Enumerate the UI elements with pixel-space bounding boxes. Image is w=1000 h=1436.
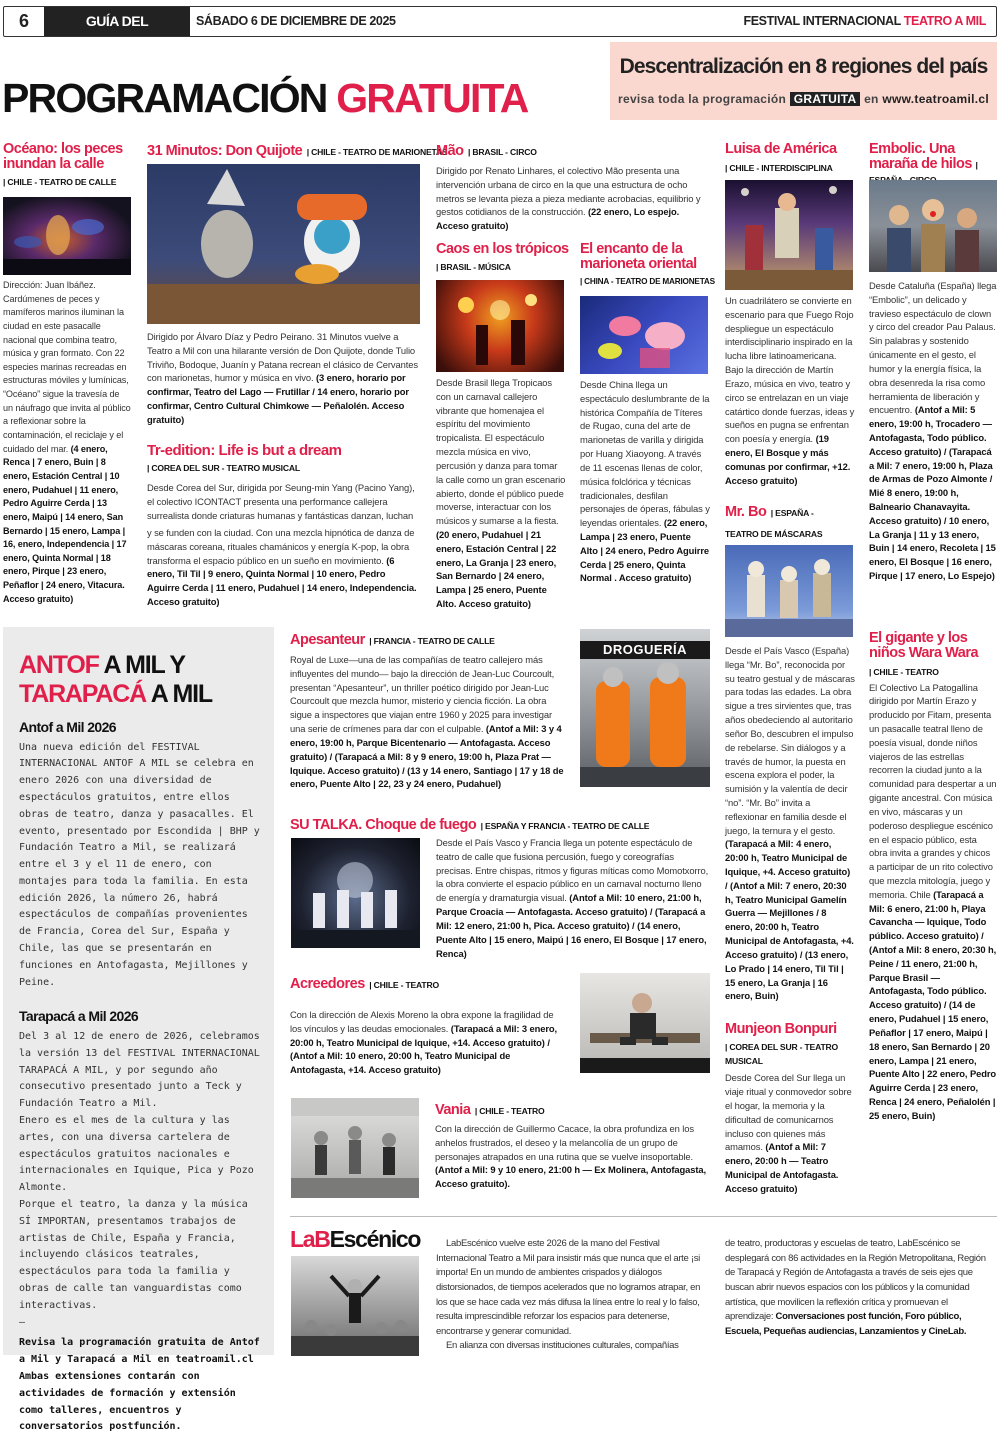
show-title: El gigante y los niños Wara Wara: [869, 630, 979, 661]
show-title: Océano: los peces inundan la calle: [3, 141, 123, 172]
show-luisa: [725, 142, 857, 502]
show-tag: | FRANCIA - TEATRO DE CALLE: [369, 636, 495, 646]
show-photo: [436, 280, 564, 372]
show-acreedores: [290, 975, 570, 1085]
show-tag: | ESPAÑA Y FRANCIA - TEATRO DE CALLE: [480, 821, 650, 831]
apesanteur-photo: [580, 629, 710, 787]
festival-brand: TEATRO A MIL: [903, 14, 986, 28]
labescenico-divider: [290, 1216, 997, 1217]
show-mao: [436, 142, 710, 234]
show-photo: [725, 545, 853, 637]
show-text: [290, 1008, 565, 1077]
show-description: Desde Brasil llega Tropicaos con un carnaval callejero vibrante que homenajea el espíritu del movimiento tropicalista. El espectáculo mezcla música en vivo, percusión y danza para tomar la calle como un gran escenario abierto, donde el público puede moverse, interactuar con los músicos y sumarse a la fiesta.: [436, 377, 566, 527]
show-tag: | ESPAÑA -: [770, 508, 814, 518]
show-dates: (22 enero, Lo espejo. Acceso gratuito): [436, 206, 680, 232]
show-text: [436, 164, 710, 233]
vania-photo: [291, 1098, 419, 1198]
show-title: SU TALKA. Choque de fuego: [290, 817, 477, 833]
show-description: Desde Corea del Sur llega un viaje ritual y conmovedor sobre el hogar, la memoria y la dificultad de comunicarnos incluso con quienes más amamos.: [725, 1072, 852, 1153]
show-title-text: Embolic. Una maraña de hilos: [869, 141, 972, 172]
regional-body: [19, 716, 264, 1436]
show-gigante: [869, 631, 999, 1151]
show-text: [147, 526, 420, 609]
show-dates: (Tarapacá a Mil: 4 enero, 20:00 h, Teatro Municipal de Iquique, +4. Acceso gratuito) / (Antof a Mil: 7 enero, 20:30 h, Teatro Municipal Gamelín Guerra — Mejillones / 8 enero, 20:00 h, Teatro Municipal de Antofagasta, +4. Acceso gratuito) / (13 enero, Lo Prado | 14 enero, Til Til | 15 enero, La Granja | 16 enero, Buin): [725, 838, 854, 1002]
show-title: El encanto de la marioneta oriental: [580, 241, 697, 272]
show-tag: | CHILE - TEATRO DE MARIONETAS: [306, 147, 448, 157]
show-photo: [3, 197, 131, 275]
show-tag: | CHILE - TEATRO: [869, 666, 939, 677]
tarapaca-text-2: Enero es el mes de la cultura y las artes, con una diversa cartelera de espectáculos gratuitos nacionales e internacionales en Iquique, Pica y Pozo Almonte.: [19, 1114, 254, 1194]
show-text: [869, 279, 997, 583]
show-intro: Desde Corea del Sur, dirigida por Seung-min Yang (Pacino Yang), el colectivo ICONTACT presenta una performance callejera surrealista donde criaturas humanas y fantásticas danzan, luchan: [147, 482, 415, 521]
storefront-sign: DROGUERÍA: [580, 641, 710, 659]
lab-text-3: de teatro, productoras y escuelas de teatro, LabEscénico se desplegará con 86 actividades en la Región Metropolitana, Región de Tarapacá y Región de Antofagasta a través de seis ejes que buscan abrir nuevos espacios con los públicos y la comunidad artística, que movilicen la reflexión crítica y promuevan el aprendizaje:: [725, 1238, 986, 1323]
show-tag: | BRASIL - CIRCO: [467, 147, 537, 157]
show-title: Vania: [435, 1102, 471, 1118]
show-dates: (Tarapacá a Mil: 6 enero, 21:00 h, Playa Cavancha — Iquique, Todo público. Acceso gratuito) / (Antof a Mil: 8 enero, 20:30 h, Peine / 11 enero, 21:00 h, Parque Brasil — Antofagasta, Todo público. Acceso gratuito) / (14 de enero, Pudahuel | 15 enero, Peñaflor | 17 enero, Maipú | 18 enero, San Bernardo | 20 enero, Lampa | 21 enero, Puente Alto | 22 enero, Pedro Aguirre Cerda | 23 enero, Renca | 24 enero, Peñalolén | 25 enero, Buin): [869, 888, 997, 1121]
show-mrbo: [725, 503, 857, 1018]
festival-prefix: FESTIVAL INTERNACIONAL: [743, 14, 901, 28]
show-description: Con la dirección de Guillermo Cacace, la obra profundiza en los anhelos frustrados, el deseo y la melancolía de un grupo de personajes atrapados en una rutina que se vuelve insoportable.: [435, 1123, 694, 1162]
show-photo: [147, 164, 420, 324]
show-vania: [435, 1101, 710, 1201]
show-text: [436, 376, 566, 611]
show-caos: [436, 242, 568, 619]
show-text: [725, 294, 855, 487]
labescenico-col2: [725, 1237, 997, 1339]
show-dates: (6 enero, Til Til | 9 enero, Quinta Normal | 10 enero, Pedro Aguirre Cerda | 11 enero, Pudahuel | 14 enero, Independencia. Acceso gratuito): [147, 554, 417, 608]
show-title: Acreedores: [290, 976, 365, 992]
show-text: [725, 644, 855, 1003]
show-heading: [436, 142, 710, 160]
title-amil-1: A MIL Y: [98, 651, 185, 679]
show-title: Mão: [436, 143, 464, 159]
show-dates: (3 enero, horario por confirmar, Teatro del Lago — Frutillar / 14 enero, horario por confirmar, Centro Cultural Chimkowe — Peñalolén. Acceso gratuito): [147, 372, 409, 425]
show-description: Dirección: Juan Ibáñez. Cardúmenes de peces y mamíferos marinos iluminan la ciudad en este pasacalle nacional que combina teatro, música y gran formato. Con 22 especies marinas recreadas en estructuras móviles y lumínicas, “Océano” sigue la travesía de un náufrago que invita al público a reflexionar sobre la contaminación, el reciclaje y el cuidado del mar.: [3, 280, 131, 454]
tarapaca-title: Tarapacá a Mil 2026: [19, 1008, 139, 1025]
promo-title: Descentralización en 8 regiones del país: [619, 55, 988, 78]
show-title: Tr-edition: Life is but a dream: [147, 442, 342, 459]
issue-date: SÁBADO 6 DE DICIEMBRE DE 2025: [196, 14, 396, 28]
show-description: Dirigido por Renato Linhares, el colectivo Mão presenta una intervención urbana de circo en la que una estructura de ocho metros se levanta pieza a pieza mediante acrobacias, equilibrio y gestos cotidianos de la construcción.: [436, 165, 701, 218]
show-heading: [147, 142, 448, 160]
show-text: [3, 279, 131, 606]
show-heading: [290, 975, 570, 993]
show-tag: | CHILE - TEATRO: [369, 980, 439, 990]
acreedores-photo: [580, 973, 710, 1073]
lab-text-2: En alianza con diversas instituciones culturales, compañías: [446, 1340, 679, 1352]
festival-name: [744, 7, 987, 36]
show-text: [869, 681, 997, 1123]
show-photo: [869, 180, 997, 272]
show-tag: | CHILE - INTERDISCIPLINA: [725, 162, 833, 173]
lab-title-part1: LaB: [290, 1226, 330, 1252]
show-description: Desde el País Vasco y Francia llega un potente espectáculo de teatro de calle que fusiona percusión, fuego y coreografías precisas. Entre chispas, ritmos y figuras míticas como Momotxorro, la obra convierte el espacio público en un carnaval nocturno lleno de energía y dramaturgia visual.: [436, 837, 709, 904]
show-embolic: [869, 142, 999, 622]
show-tag: | COREA DEL SUR - TEATRO MUSICAL: [725, 1041, 838, 1066]
headline-part2: GRATUITA: [336, 75, 528, 121]
show-text: [435, 1122, 710, 1191]
show-tag: | CHILE - TEATRO DE CALLE: [3, 176, 117, 187]
show-description: Desde China llega un espectáculo deslumbrante de la histórica Compañía de Títeres de Rugao, cuna del arte de marionetas de varilla y dirigida por Huang Xiaoyong. A través de 11 escenas llenas de color, música folclórica y técnicas tradicionales, desfilan personajes de óperas, fábulas y leyendas orientales.: [580, 379, 710, 529]
tarapaca-text-3: Porque el teatro, la danza y la música SÍ IMPORTAN, presentamos trabajos de artistas de Chile, España y Francia, incluyendo clásicos teatrales, espectáculos para toda la familia y obras de calle tan vanguardistas como interactivas.: [19, 1198, 248, 1311]
show-dates: (Antof a Mil: 5 enero, 19:00 h, Trocadero — Antofagasta, Todo público. Acceso gratuito) / (Tarapacá a Mil: 7 enero, 19:00 h, Plaza de Armas de Pozo Almonte / Mié 8 enero, 19:00 h, Balneario Chanavayita. Acceso gratuito) / 10 enero, La Granja | 11 y 13 enero, Buin | 14 enero, Recoleta | 15 enero, El Bosque | 16 enero, Pirque | 17 enero, Lo Espejo): [869, 404, 996, 582]
promo-subline: [610, 92, 997, 106]
lab-axes: Conversaciones post función, Foro público, Escuela, Pequeñas audiencias, Lanzamientos y CineLab.: [725, 1311, 967, 1337]
show-title: Mr. Bo: [725, 504, 767, 520]
regional-closing: Revisa la programación gratuita de Antof a Mil y Tarapacá a Mil en teatroamil.cl Ambas extensiones contarán con actividades de formación y extensión como talleres, encuentros y conversatorios postfunción.: [19, 1337, 260, 1433]
show-description: Un cuadrilátero se convierte en escenario para que Fuego Rojo despliegue un espectáculo interdisciplinario inspirado en la lucha libre latinoamericana. Bajo la dirección de Martín Erazo, música en vivo, teatro y circo se entrelazan en un viaje catártico donde fuerzas, ideas y sueños en pugna se enfrentan con poesía y energía.: [725, 295, 855, 445]
show-tag-line2: TEATRO DE MÁSCARAS: [725, 529, 823, 539]
show-description: Dirigido por Álvaro Díaz y Pedro Peirano. 31 Minutos vuelve a Teatro a Mil con una hilarante versión de Don Quijote, donde Tulio Triviño, Bodoque, Juanín y Patana recrean el clásico de Cervantes con marionetas, humor y música en vivo.: [147, 331, 418, 384]
show-oceano: [3, 142, 133, 617]
show-description: El Colectivo La Patogallina dirigido por Martín Erazo y producido por Fitam, presenta un pasacalle teatral lleno de poesía visual, donde niños viajeros de las estrellas recorren la ciudad junto a la comunidad para despertar a un gigante ancestral. Con música en vivo, máscaras y un poderoso despliegue escénico en el espacio público, esta obra invita a grandes y chicos a participar de un rito colectivo que mezcla mitología, juego y memoria. Chile: [869, 681, 997, 900]
headline-part1: PROGRAMACIÓN: [2, 75, 327, 121]
antof-text: Una nueva edición del FESTIVAL INTERNACIONAL ANTOF A MIL se celebra en enero 2026 con una diversidad de espectáculos gratuitos, entre ellos obras de teatro, danza y pasacalles. El evento, presentado por Escondida | BHP y Fundación Teatro a Mil, se realizará entre el 3 y el 11 de enero, con montajes para toda la familia. En esta edición 2026, la número 26, habrá espectáculos de compañías provenientes de Francia, Corea del Sur, España y Chile, las que se presentarán en funciones en Antofagasta, Mejillones y Peine.: [19, 741, 260, 988]
show-tag: | CHILE - TEATRO: [474, 1106, 545, 1116]
show-description: Desde el País Vasco (España) llega “Mr. Bo”, reconocida por su teatro gestual y de máscaras para todas las edades. La obra sigue a tres sirvientes que, tras años obedeciendo al autoritario señor Bo, descubren el impulso de rebelarse. Sin diálogos y a través de humor, la puesta en escena explora el poder, la sumisión y la valentía de decir “no”. “Mr. Bo” invita a reflexionar en familia desde el juego, la ternura y el gesto.: [725, 645, 855, 836]
show-description: y se funden con la ciudad. Con una mezcla hipnótica de danza de máscaras coreana, rituales chamánicos y energía K-pop, la obra transforma el espacio público en un sueño en movimiento.: [147, 527, 415, 566]
show-dates: (Antof a Mil: 10 enero, 21:00 h, Parque Croacia — Antofagasta. Acceso gratuito) / (Tarapacá a Mil: 12 enero, 21:00 h, Pica. Acceso gratuito) / (14 enero, Puente Alto | 15 enero, Maipú | 16 enero, El Bosque | 17 enero, Renca): [436, 892, 707, 959]
show-dates: (4 enero, Renca | 7 enero, Buin | 8 enero, Estación Central | 10 enero, Pudahuel | 11 enero, Pedro Aguirre Cerda | 13 enero, Maipú | 14 enero, San Bernardo | 15 enero, Lampa | 16, enero, Independencia | 17 enero, Quinta Normal | 18 enero, Pirque | 23 enero, Peñaflor | 24 enero, Vitacura. Acceso gratuito): [3, 443, 127, 604]
promo-mid: en: [864, 92, 879, 106]
promo-pre: revisa toda la programación: [618, 92, 787, 106]
antof-title: Antof a Mil 2026: [19, 719, 116, 735]
show-dates: (Antof a Mil: 9 y 10 enero, 21:00 h — Ex Molinera, Antofagasta, Acceso gratuito).: [435, 1164, 707, 1190]
separator-dash: –: [19, 1316, 26, 1328]
lab-text-1: LabEscénico vuelve este 2026 de la mano del Festival Internacional Teatro a Mil para insistir más que nunca que el arte ¡si importa! En un mundo de ambientes crispados y diálogos distorsionados, de tiempos acelerados que no logramos atrapar, en los que se hace cada vez más difusa la línea entre lo real y lo falso, resulta imprescindible reforzar los espacios para detenerse, encontrarse y generar comunidad.: [436, 1238, 701, 1337]
lab-title-part2: Escénico: [329, 1226, 421, 1252]
show-tag: | CHINA - TEATRO DE MARIONETAS: [580, 276, 715, 286]
tarapaca-text-1: Del 3 al 12 de enero de 2026, celebramos la versión 13 del FESTIVAL INTERNACIONAL TARAPACÁ A MIL, y por segundo año consecutivo presentado junto a Teck y Fundación Teatro a Mil.: [19, 1030, 260, 1110]
show-apesanteur: [290, 631, 570, 796]
show-tag: | COREA DEL SUR - TEATRO MUSICAL: [147, 463, 300, 474]
sutalka-photo: [291, 838, 420, 948]
show-text: [147, 330, 420, 427]
section-label: GUÍA DEL ESPECTADOR: [44, 7, 190, 36]
sutalka-text: [436, 836, 710, 960]
show-title: Caos en los trópicos: [436, 241, 569, 257]
page-header: [3, 6, 997, 58]
show-title: Luisa de América: [725, 141, 837, 157]
show-description: Con la dirección de Alexis Moreno la obra expone la fragilidad de los vínculos y las deudas emocionales.: [290, 1009, 554, 1034]
show-description: Desde Cataluña (España) llega “Embolic”, un delicado y travieso espectáculo de clown y circo del creador Pau Palaus. Sin palabras y sostenido únicamente en el gesto, el humor y la energía física, la obra desenreda la risa como herramienta de liberación y encuentro.: [869, 280, 997, 416]
show-quijote: [147, 142, 448, 442]
show-title: 31 Minutos: Don Quijote: [147, 143, 303, 159]
show-tag: | BRASIL - MÚSICA: [436, 261, 511, 272]
show-tag: |: [975, 159, 978, 170]
regional-sidebar: [3, 627, 274, 1433]
show-tredition: [147, 443, 422, 618]
labescenico-title: [290, 1228, 420, 1251]
show-description: Royal de Luxe—una de las compañías de teatro callejero más influyentes del mundo— bajo la dirección de Jean-Luc Courcoult, presentan “Apesanteur”, un thriller poético dirigido por Jean-Luc Courcoult que mezcla humor, misterio y ciencia ficción. La obra sigue a inspectores que viajan entre 1960 y 2025 para investigar una serie de crímenes para dar con el culpable.: [290, 654, 555, 735]
promo-badge: GRATUITA: [790, 92, 861, 106]
show-title: Apesanteur: [290, 632, 365, 648]
show-text: [725, 1071, 853, 1195]
show-heading: [290, 631, 570, 649]
title-amil-2: A MIL: [145, 680, 212, 708]
promo-url[interactable]: www.teatroamil.cl: [882, 92, 989, 106]
show-title: Munjeon Bonpuri: [725, 1021, 837, 1037]
regional-title-line2: [19, 680, 269, 709]
show-encanto: [580, 241, 715, 619]
show-dates: (20 enero, Pudahuel | 21 enero, Estación Central | 22 enero, La Granja | 23 enero, San Bernardo | 24 enero, Lampa | 25 enero, Puente Alto. Acceso gratuito): [436, 528, 557, 609]
show-munjeon: [725, 1022, 857, 1212]
show-heading: [290, 816, 710, 834]
show-dates: (Antof a Mil: 7 enero, 20:00 h — Teatro Municipal de Antofagasta. Acceso gratuito): [725, 1141, 839, 1194]
show-text: [290, 653, 565, 791]
show-photo: [725, 180, 853, 290]
show-dates: (19 enero, El Bosque y más comunas por confirmar, +12. Acceso gratuito): [725, 433, 851, 486]
title-antof: ANTOF: [19, 651, 99, 679]
page-number: 6: [18, 11, 29, 31]
labescenico-photo: [291, 1256, 419, 1356]
show-dates: (Tarapacá a Mil: 3 enero, 20:00 h, Teatro Municipal de Iquique, +14. Acceso gratuito) / (Antof a Mil: 10 enero, 20:00 h, Teatro Municipal de Antofagasta, +14. Acceso gratuito): [290, 1022, 558, 1076]
regional-title-line1: [19, 651, 269, 680]
show-dates: (22 enero, Lampa | 23 enero, Puente Alto | 24 enero, Pedro Aguirre Cerda | 25 enero, Quinta Normal . Acceso gratuito): [580, 517, 709, 584]
show-photo: [580, 296, 708, 374]
labescenico-col1: [436, 1237, 709, 1354]
regional-title: [19, 651, 269, 709]
show-heading: [435, 1101, 710, 1119]
main-headline: [2, 75, 528, 121]
show-text: [580, 378, 710, 585]
title-tarapaca: TARAPACÁ: [19, 680, 146, 708]
promo-box: [610, 42, 997, 120]
show-dates: (Antof a Mil: 3 y 4 enero, 19:00 h, Parque Bicentenario — Antofagasta. Acceso gratuito) / (Tarapacá a Mil: 8 y 9 enero, 19:00 h, Plaza Prat — Iquique. Acceso gratuito) / (13 y 14 enero, Santiago | 17 y 18 de enero, Puente Alto | 22, 23 y 24 enero, Pudahuel): [290, 723, 564, 790]
show-heading: [725, 503, 857, 521]
